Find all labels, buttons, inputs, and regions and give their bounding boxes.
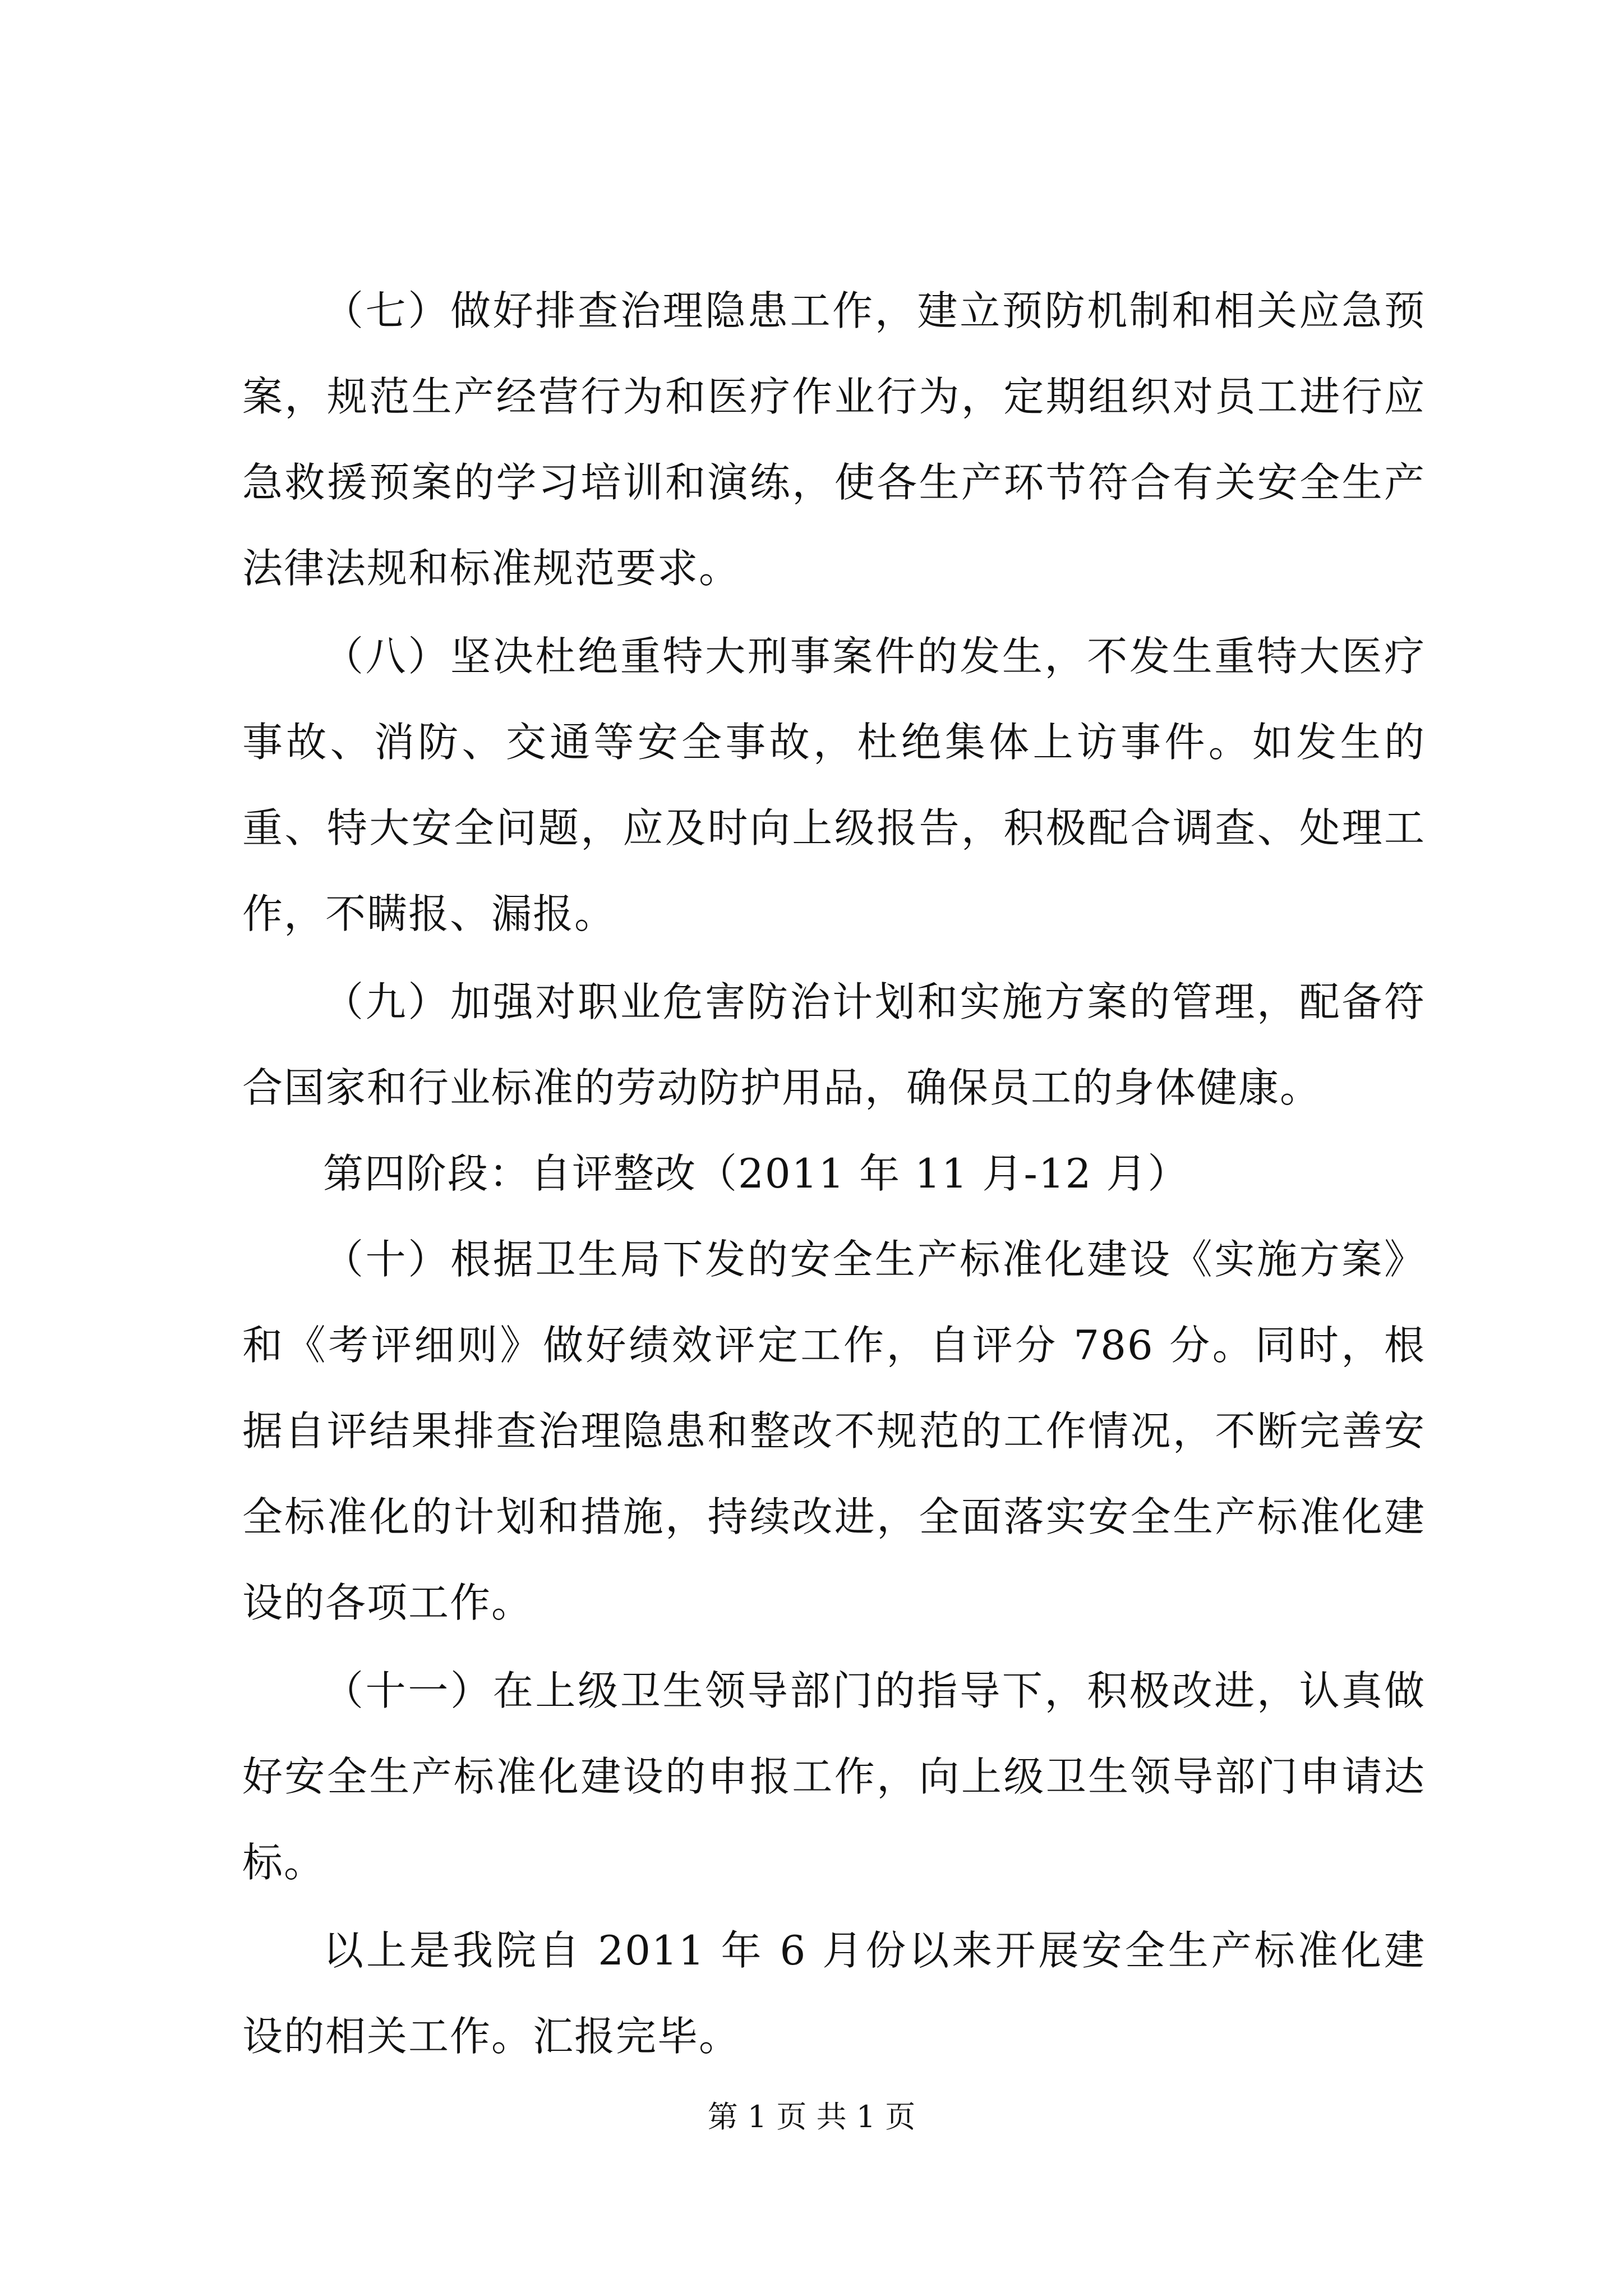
document-body: [242, 268, 1426, 2079]
paragraph-item-9: （九）加强对职业危害防治计划和实施方案的管理，配备符合国家和行业标准的劳动防护用品，确保员工的身体健康。: [242, 978, 1426, 1111]
stage-four-heading: 第四阶段：自评整改（2011 年 11 月-12 月）: [323, 1150, 1189, 1197]
page-footer: 第 1 页 共 1 页: [707, 2099, 916, 2134]
paragraph-item-7: （七）做好排查治理隐患工作，建立预防机制和相关应急预案，规范生产经营行为和医疗作业行为，定期组织对员工进行应急救援预案的学习培训和演练，使各生产环节符合有关安全生产法律法规和标准规范要求。: [242, 287, 1426, 592]
paragraph-item-10: （十）根据卫生局下发的安全生产标准化建设《实施方案》和《考评细则》做好绩效评定工作，自评分 786 分。同时，根据自评结果排查治理隐患和整改不规范的工作情况，不断完善安全标准化的计划和措施，持续改进，全面落实安全生产标准化建设的各项工作。: [242, 1236, 1426, 1626]
closing-paragraph: 以上是我院自 2011 年 6 月份以来开展安全生产标准化建设的相关工作。汇报完毕。: [242, 1927, 1426, 2060]
paragraph-item-11: （十一）在上级卫生领导部门的指导下，积极改进，认真做好安全生产标准化建设的申报工作，向上级卫生领导部门申请达标。: [242, 1667, 1426, 1886]
paragraph-item-8: （八）坚决杜绝重特大刑事案件的发生，不发生重特大医疗事故、消防、交通等安全事故，杜绝集体上访事件。如发生的重、特大安全问题，应及时向上级报告，积极配合调查、处理工作，不瞒报、漏报。: [242, 633, 1426, 937]
